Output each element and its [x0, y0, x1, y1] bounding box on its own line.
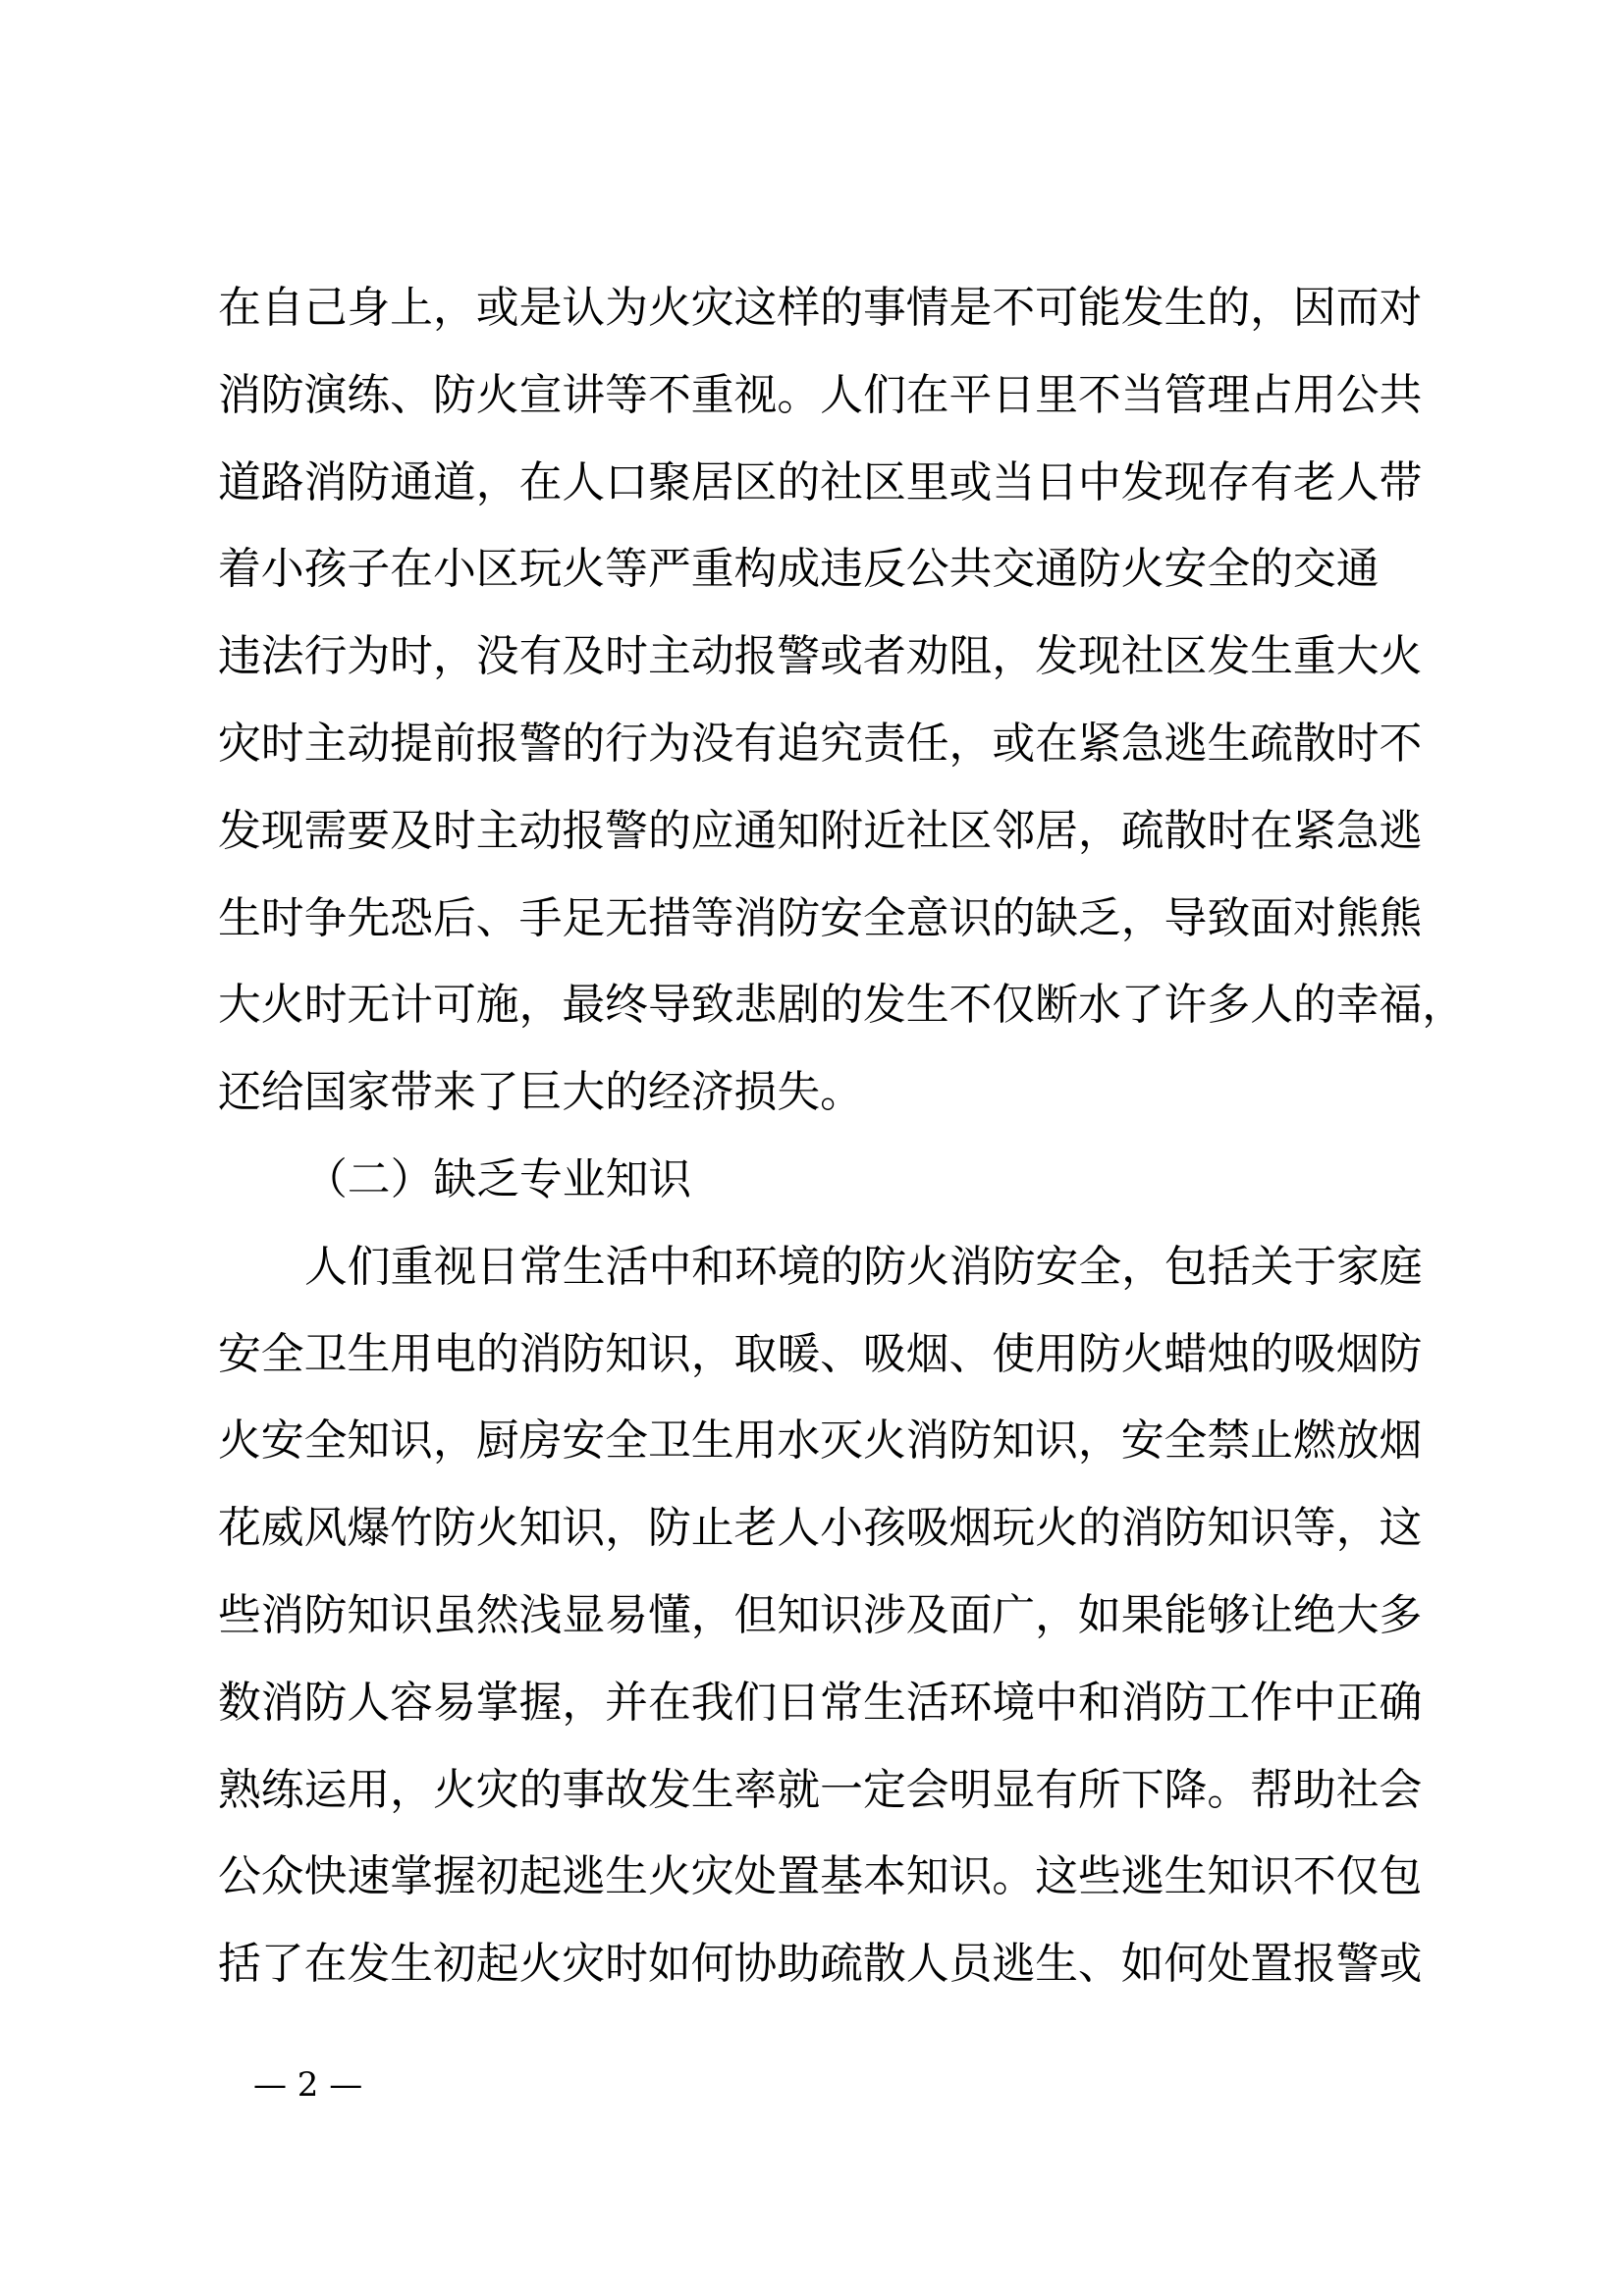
text-line: 安全卫生用电的消防知识，取暖、吸烟、使用防火蜡烛的吸烟防	[218, 1328, 1423, 1379]
text-line: 还给国家带来了巨大的经济损失。	[218, 1067, 863, 1118]
section-heading: （二）缺乏专业知识	[304, 1153, 692, 1204]
text-line: 在自己身上，或是认为火灾这样的事情是不可能发生的，因而对	[218, 283, 1423, 333]
text-line: 数消防人容易掌握，并在我们日常生活环境中和消防工作中正确	[218, 1677, 1423, 1728]
document-body	[218, 265, 1466, 2008]
text-line: 些消防知识虽然浅显易懂，但知识涉及面广，如果能够让绝大多	[218, 1589, 1423, 1640]
text-line: 大火时无计可施，最终导致悲剧的发生不仅断水了许多人的幸福，	[218, 980, 1466, 1031]
text-line: 公众快速掌握初起逃生火灾处置基本知识。这些逃生知识不仅包	[218, 1851, 1423, 1902]
text-line: 道路消防通道，在人口聚居区的社区里或当日中发现存有老人带	[218, 456, 1423, 507]
text-line: 花威风爆竹防火知识，防止老人小孩吸烟玩火的消防知识等，这	[218, 1503, 1423, 1554]
text-line: 括了在发生初起火灾时如何协助疏散人员逃生、如何处置报警或	[218, 1939, 1423, 1990]
text-line: 熟练运用，火灾的事故发生率就一定会明显有所下降。帮助社会	[218, 1764, 1423, 1815]
text-line: 消防演练、防火宣讲等不重视。人们在平日里不当管理占用公共	[218, 369, 1423, 420]
text-line: 违法行为时，没有及时主动报警或者劝阻，发现社区发生重大火	[218, 631, 1423, 682]
text-line: 火安全知识，厨房安全卫生用水灭火消防知识，安全禁止燃放烟	[218, 1415, 1423, 1467]
text-line: 着小孩子在小区玩火等严重构成违反公共交通防火安全的交通	[218, 544, 1380, 595]
text-line: 灾时主动提前报警的行为没有追究责任，或在紧急逃生疏散时不	[218, 718, 1423, 769]
text-line: 发现需要及时主动报警的应通知附近社区邻居，疏散时在紧急逃	[218, 805, 1423, 856]
page-number: — 2 —	[253, 2065, 363, 2105]
text-line: 生时争先恐后、手足无措等消防安全意识的缺乏，导致面对熊熊	[218, 892, 1423, 943]
text-line: 人们重视日常生活中和环境的防火消防安全，包括关于家庭	[304, 1241, 1423, 1292]
paragraph-1	[218, 265, 1466, 1137]
paragraph-2	[218, 1224, 1434, 2008]
